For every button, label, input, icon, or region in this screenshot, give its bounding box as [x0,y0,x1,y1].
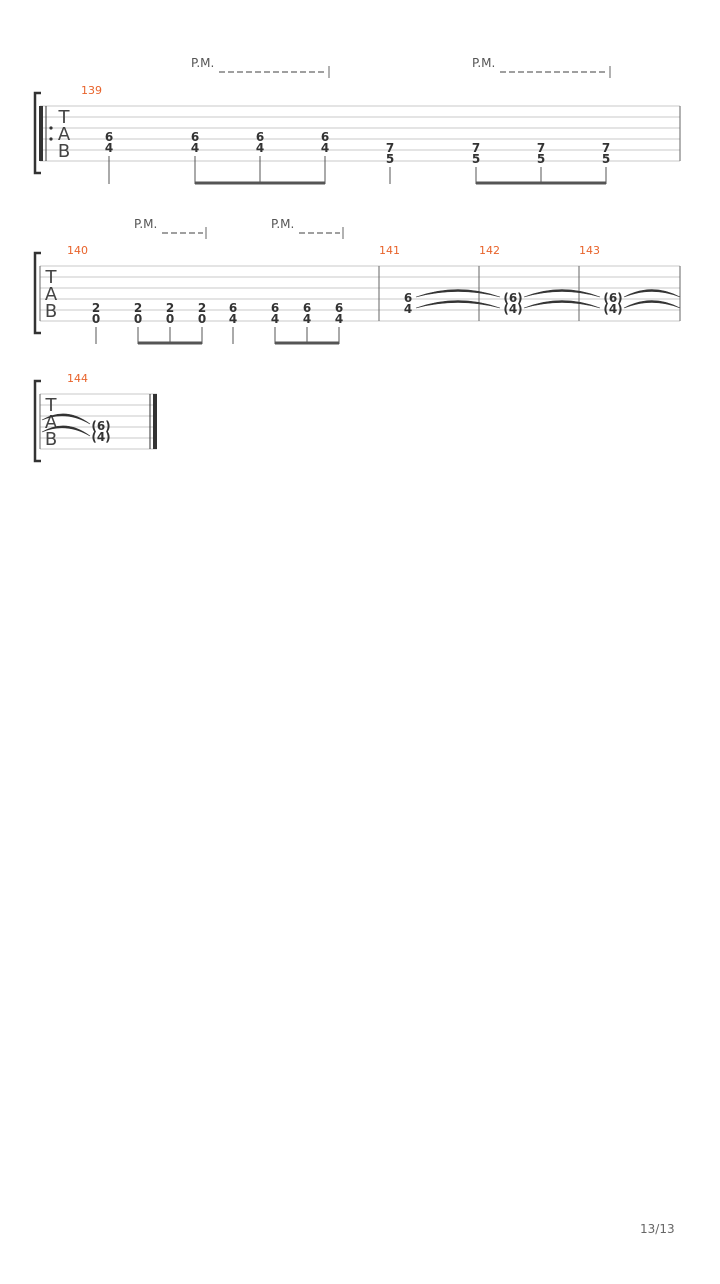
repeat-start-thick [39,106,43,161]
bar-140-notes [92,301,343,326]
palm-mute-marker: P.M. [472,56,496,70]
page-number: 13/13 [640,1222,675,1236]
fret-number: 7 [536,141,546,155]
fret-number: 0 [197,312,207,326]
fret-number: 4 [104,141,114,155]
fret-number: 2 [165,301,175,315]
fret-number: 5 [385,152,395,166]
fret-number: (6) [91,419,111,433]
system-3 [35,372,157,461]
fret-number: 4 [228,312,238,326]
fret-number: 6 [334,301,344,315]
fret-number: 2 [91,301,101,315]
fret-number: 6 [302,301,312,315]
tab-clef-t: T [45,267,57,288]
repeat-dot [49,126,52,129]
fret-number: 4 [190,141,200,155]
fret-number: 6 [403,291,413,305]
fret-number: (4) [603,302,623,316]
fret-number: 0 [91,312,101,326]
fret-number: 4 [270,312,280,326]
fret-number: 7 [471,141,481,155]
tab-clef-t: T [58,107,70,128]
palm-mute-marker: P.M. [271,217,295,231]
fret-number: 5 [471,152,481,166]
fret-number: 4 [302,312,312,326]
fret-number: 4 [403,302,413,316]
bar-number: 144 [67,372,88,385]
tab-clef-b: B [44,429,58,450]
tab-clef-b: B [44,301,58,322]
fret-number: 6 [228,301,238,315]
palm-mute-marker: P.M. [134,217,158,231]
bar-number: 143 [579,244,600,257]
fret-number: (6) [603,291,623,305]
fret-number: 6 [255,130,265,144]
system-2 [35,217,680,344]
system-1 [35,56,680,184]
bar-number: 140 [67,244,88,257]
final-barline-thick [153,394,157,449]
fret-number: 6 [104,130,114,144]
fret-number: 6 [270,301,280,315]
staff-lines [40,106,680,161]
bar-number: 139 [81,84,102,97]
tab-clef-a: A [44,284,58,305]
tab-clef-t: T [45,395,57,416]
rhythm-stems [109,156,606,184]
repeat-dot [49,137,52,140]
fret-number: (6) [503,291,523,305]
tab-clef-a: A [57,124,71,145]
fret-number: 5 [536,152,546,166]
tab-clef-a: A [44,412,58,433]
fret-number: 4 [255,141,265,155]
fret-number: 4 [320,141,330,155]
fret-number: 4 [334,312,344,326]
fret-number: 0 [133,312,143,326]
fret-number: 7 [385,141,395,155]
rhythm-stems [96,327,339,344]
fret-number: 7 [601,141,611,155]
fret-number: 5 [601,152,611,166]
fret-number: 2 [197,301,207,315]
fret-number: 0 [165,312,175,326]
tab-clef-b: B [57,141,71,162]
palm-mute-marker: P.M. [191,56,215,70]
fret-number: 2 [133,301,143,315]
fret-number: 6 [190,130,200,144]
fret-number: (4) [91,430,111,444]
bar-number: 141 [379,244,400,257]
fret-number: (4) [503,302,523,316]
fret-number: 6 [320,130,330,144]
bar-number: 142 [479,244,500,257]
